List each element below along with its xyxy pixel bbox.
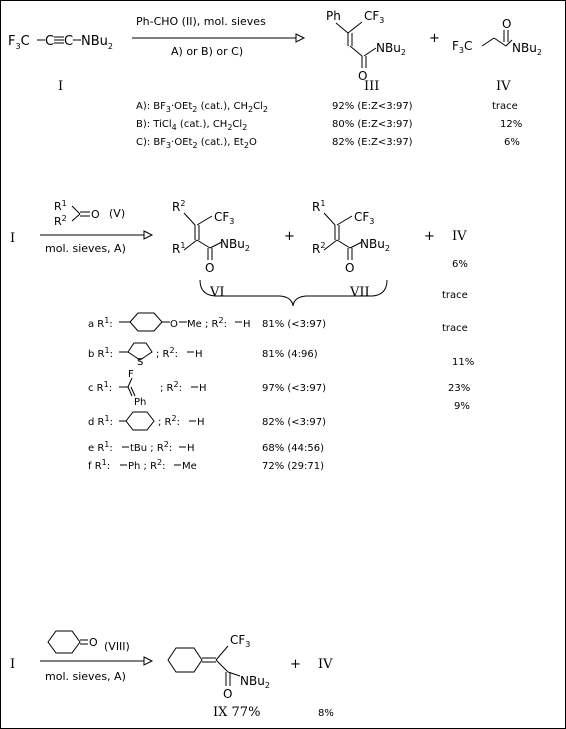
entry-b-side: 11%: [452, 357, 475, 368]
side-product-nbu2: NBu$_2$: [512, 41, 542, 57]
entry-d-side: 9%: [454, 401, 470, 412]
vi-r2: $R^2$: [172, 199, 186, 214]
svg-text:H: H: [197, 417, 205, 428]
entry-e: [88, 440, 324, 454]
svg-text:Ph ; R2:: Ph ; $R^2$:: [128, 458, 166, 472]
reactant-c2: C: [64, 34, 74, 49]
plus-2a: +: [284, 229, 295, 244]
scheme-3: [10, 631, 334, 720]
condition-a: A): $BF_3\cdot OEt_2$ (cat.), $CH_2Cl_2$: [136, 101, 268, 114]
entry-a-side: trace: [442, 323, 468, 334]
yield-c: 82% (E:Z<3:97): [332, 137, 413, 148]
svg-text:c R1:: c $R^1$:: [88, 380, 113, 394]
reagent-r1: $R^1$: [54, 199, 67, 213]
figure-border: [1, 1, 566, 729]
svg-text:f R1:: f $R^1$:: [88, 458, 111, 472]
svg-text:H: H: [199, 383, 207, 394]
condition-b: B): TiCl$_4$ (cat.), $CH_2Cl_2$: [136, 119, 248, 132]
entry-a-yield: 81% (<3:97): [262, 319, 327, 330]
svg-text:Me: Me: [182, 461, 197, 472]
yield-a: 92% (E:Z<3:97): [332, 101, 413, 112]
entry-d-yield: 82% (<3:97): [262, 417, 327, 428]
product-o: O: [358, 69, 368, 83]
side-yield-second: trace: [442, 290, 468, 301]
label-vii: VII: [350, 285, 370, 300]
vii-cf3: $CF_3$: [354, 210, 375, 226]
svg-text:O: O: [345, 261, 355, 275]
side-yield-3: 8%: [318, 708, 334, 719]
svg-text:Ph: Ph: [134, 397, 147, 408]
svg-text:H: H: [187, 443, 195, 454]
ix-cf3: $CF_3$: [230, 633, 251, 649]
svg-text:S: S: [137, 357, 144, 368]
reagent-bottom-3: mol. sieves, A): [45, 670, 126, 683]
arrow-head: [296, 34, 304, 42]
svg-text:O: O: [91, 208, 100, 221]
svg-text:a R1:: a $R^1$:: [88, 316, 113, 330]
reagent-top: Ph-CHO (II), mol. sieves: [136, 15, 266, 28]
reactant-label: I: [58, 79, 64, 94]
svg-text:e R1:: e $R^1$:: [88, 440, 113, 454]
reactant-nbu2: NBu$_2$: [81, 34, 113, 51]
vii-r1: $R^1$: [312, 199, 326, 214]
svg-text:b R1:: b $R^1$:: [88, 346, 113, 360]
cyclohexyl-ring-icon: [126, 412, 154, 430]
entry-c: [88, 369, 470, 408]
vii-r2: $R^2$: [312, 241, 326, 256]
reagent-v-label: (V): [109, 207, 126, 220]
side-yield-b: 12%: [500, 119, 523, 130]
entry-c-yield: 97% (<3:97): [262, 383, 327, 394]
entry-f: [88, 458, 324, 472]
svg-text:tBu ; R2:: tBu ; $R^2$:: [130, 440, 173, 454]
entry-b-yield: 81% (4:96): [262, 349, 318, 360]
svg-text:H: H: [243, 319, 251, 330]
plus-3: +: [290, 657, 301, 672]
condition-c: C): $BF_3\cdot OEt_2$ (cat.), $Et_2O$: [136, 137, 257, 150]
entry-c-side: 23%: [448, 383, 471, 394]
vi-nbu2: NBu$_2$: [220, 237, 250, 253]
reagent-viii-label: (VIII): [104, 640, 130, 653]
reactant-c1: C: [45, 34, 55, 49]
cyclohexanone-ring-icon: [48, 631, 80, 653]
start-material-label: I: [10, 231, 16, 246]
start-material-label-3: I: [10, 657, 16, 672]
svg-text:O: O: [205, 261, 215, 275]
vi-r1: $R^1$: [172, 241, 186, 256]
ix-nbu2: NBu$_2$: [240, 674, 270, 690]
product-ix-label: IX 77%: [213, 705, 261, 720]
reagent-r2: $R^2$: [54, 214, 67, 228]
yield-b: 80% (E:Z<3:97): [332, 119, 413, 130]
entry-e-yield: 68% (44:56): [262, 443, 325, 454]
svg-text:d R1:: d $R^1$:: [88, 414, 113, 428]
entry-f-yield: 72% (29:71): [262, 461, 325, 472]
side-product-iv: IV: [452, 229, 467, 244]
svg-text:O: O: [170, 319, 178, 330]
product-cf3: $CF_3$: [364, 9, 385, 25]
svg-text:; R2:: ; $R^2$:: [156, 346, 178, 360]
scheme-2: [10, 199, 474, 472]
side-product-o: O: [502, 17, 512, 31]
svg-text:O: O: [223, 687, 233, 701]
side-yield-first: 6%: [452, 259, 468, 270]
side-yield-c: 6%: [504, 137, 520, 148]
plus-2b: +: [424, 229, 435, 244]
benzene-ring-icon: [130, 313, 162, 331]
reactant-f3c: $F_3C$: [8, 34, 30, 51]
product-ph: Ph: [326, 9, 341, 23]
svg-text:F: F: [128, 369, 134, 380]
svg-text:Me ; R2:: Me ; $R^2$:: [187, 316, 227, 330]
reagent-bottom-2: mol. sieves, A): [45, 242, 126, 255]
side-product-iv-3: IV: [318, 657, 333, 672]
svg-text:H: H: [195, 349, 203, 360]
side-product-f3c: $F_3C$: [452, 39, 473, 55]
reagent-bottom: A) or B) or C): [171, 45, 244, 58]
entry-a: [88, 313, 468, 334]
side-yield-a: trace: [492, 101, 518, 112]
side-product-label: IV: [496, 79, 511, 94]
scheme-1: [8, 9, 542, 150]
svg-text:; R2:: ; $R^2$:: [160, 380, 182, 394]
svg-text:; R2:: ; $R^2$:: [158, 414, 180, 428]
vii-nbu2: NBu$_2$: [360, 237, 390, 253]
svg-text:O: O: [89, 636, 98, 649]
plus-sign: +: [429, 31, 440, 46]
cyclohexylidene-ring-icon: [168, 648, 202, 672]
product-nbu2: NBu$_2$: [376, 41, 406, 57]
label-vi: VI: [210, 285, 225, 300]
vi-cf3: $CF_3$: [214, 210, 235, 226]
product-label: III: [364, 79, 380, 94]
entry-b: [88, 343, 474, 368]
